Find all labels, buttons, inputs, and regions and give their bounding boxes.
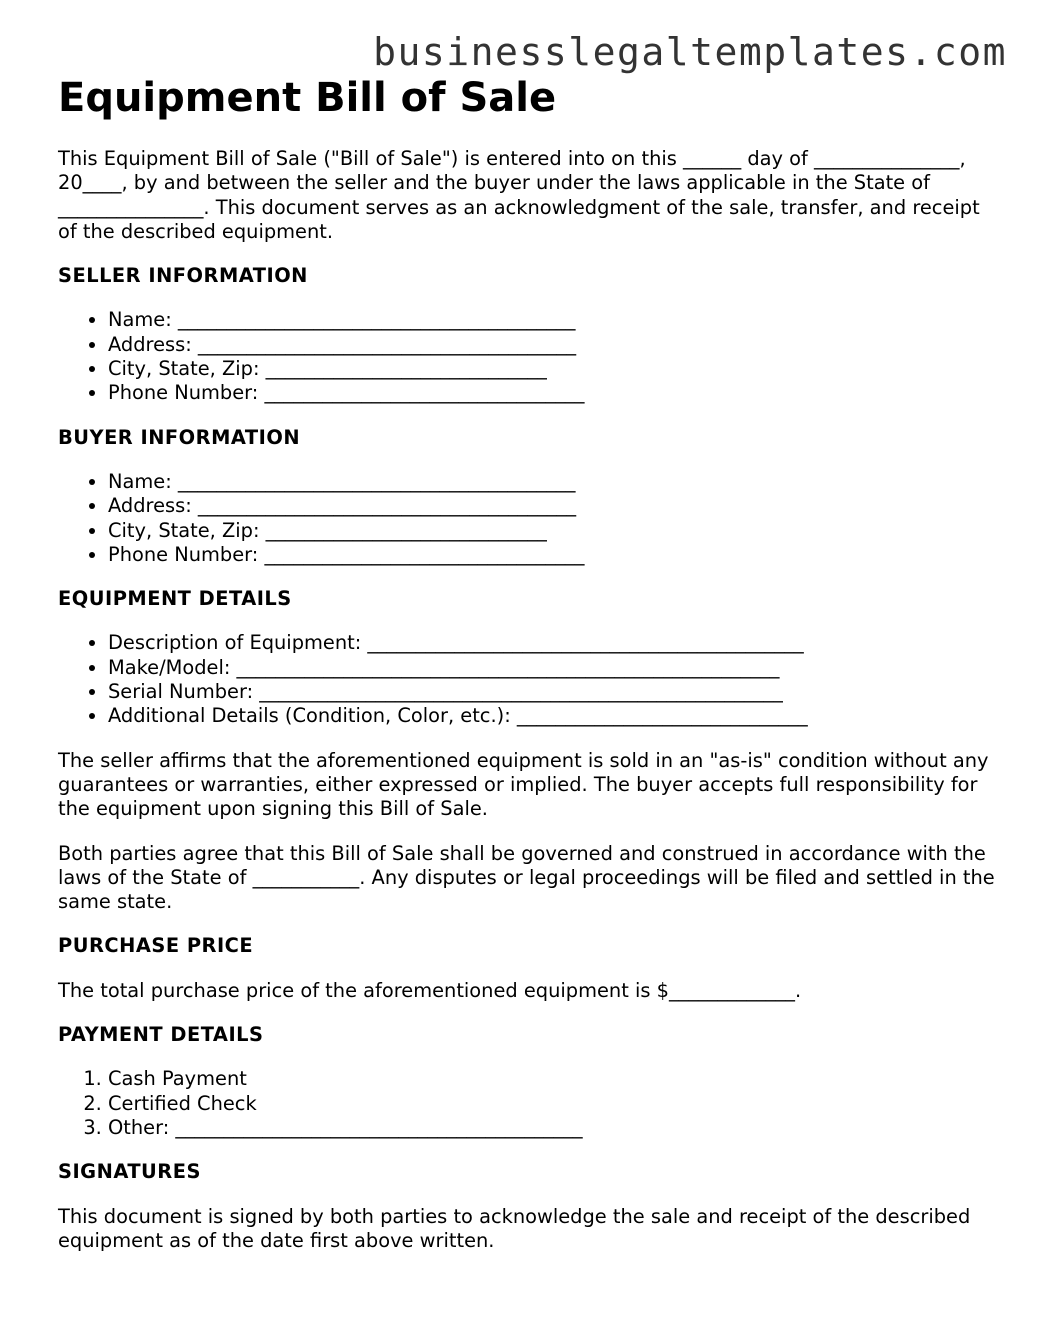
watermark-text: businesslegaltemplates.com: [373, 30, 1007, 74]
document-page: [58, 74, 998, 1273]
payment-heading: PAYMENT DETAILS: [58, 1023, 264, 1047]
buyer-address-item: • Address: _______________________________________: [108, 494, 998, 518]
purchase-heading: PURCHASE PRICE: [58, 934, 254, 958]
seller-list: [58, 308, 998, 405]
seller-heading: SELLER INFORMATION: [58, 264, 308, 288]
payment-cash-item: 1. Cash Payment: [108, 1067, 998, 1091]
signatures-heading: SIGNATURES: [58, 1160, 201, 1184]
equipment-heading: EQUIPMENT DETAILS: [58, 587, 292, 611]
equipment-description-item: • Description of Equipment: _____________________________________________: [108, 631, 998, 655]
buyer-phone-item: • Phone Number: _________________________________: [108, 543, 998, 567]
equipment-make-model-item: • Make/Model: ________________________________________________________: [108, 656, 998, 680]
buyer-heading: BUYER INFORMATION: [58, 425, 301, 449]
purchase-paragraph: The total purchase price of the aforementioned equipment is $_____________.: [58, 978, 802, 1002]
buyer-city-item: • City, State, Zip: _____________________________: [108, 519, 998, 543]
payment-check-item: 2. Certified Check: [108, 1092, 998, 1116]
payment-other-item: 3. Other: __________________________________________: [108, 1116, 998, 1140]
buyer-name-item: • Name: _________________________________________: [108, 470, 998, 494]
equipment-serial-item: • Serial Number: ______________________________________________________: [108, 680, 998, 704]
as-is-paragraph: The seller affirms that the aforementioned equipment is sold in an "as-is" condition without any guarantees or warranties, either expressed or implied. The buyer accepts full responsibility for the equipment upon signing this Bill of Sale.: [58, 748, 989, 821]
governing-law-paragraph: Both parties agree that this Bill of Sale shall be governed and construed in accordance with the laws of the State of ___________. Any disputes or legal proceedings will be filed and settled in the same state.: [58, 841, 995, 914]
intro-paragraph: This Equipment Bill of Sale ("Bill of Sale") is entered into on this ______ day of _______________, 20____, by and between the seller and the buyer under the laws applicable in the State of _______________. This document serves as an acknowledgment of the sale, transfer, and receipt of the described equipment.: [58, 147, 980, 243]
seller-address-item: • Address: _______________________________________: [108, 333, 998, 357]
seller-name-item: • Name: _________________________________________: [108, 308, 998, 332]
seller-city-item: • City, State, Zip: _____________________________: [108, 357, 998, 381]
equipment-list: [58, 631, 998, 728]
payment-list: [58, 1067, 998, 1140]
document-title: Equipment Bill of Sale: [58, 75, 557, 121]
signatures-paragraph: This document is signed by both parties to acknowledge the sale and receipt of the described equipment as of the date first above written.: [58, 1204, 971, 1252]
seller-phone-item: • Phone Number: _________________________________: [108, 381, 998, 405]
buyer-list: [58, 470, 998, 567]
equipment-additional-item: • Additional Details (Condition, Color, etc.): ______________________________: [108, 704, 998, 728]
